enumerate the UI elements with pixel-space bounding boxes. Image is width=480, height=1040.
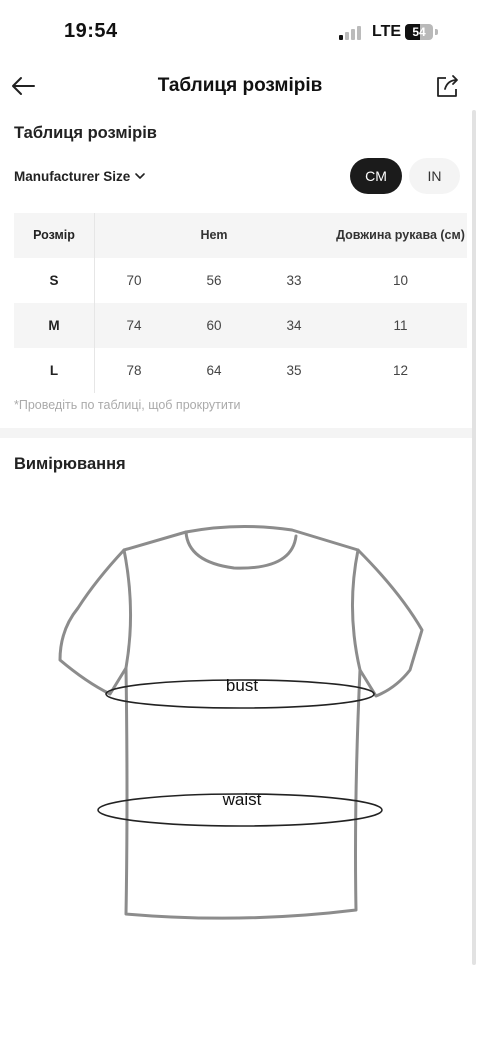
scrollbar[interactable] [472, 110, 476, 965]
scroll-hint: *Проведіть по таблиці, щоб прокрутити [14, 398, 241, 412]
share-button[interactable] [432, 70, 464, 102]
row-size-label: M [48, 318, 60, 333]
measurements-title: Вимірювання [14, 455, 126, 473]
column-header-sleeve: Довжина рукава (см) [336, 228, 465, 242]
table-cell: 34 [286, 318, 302, 333]
column-header-hem: Hem [200, 228, 228, 242]
table-cell: 64 [206, 363, 222, 378]
status-bar [0, 0, 480, 62]
share-icon [432, 70, 464, 102]
battery-icon [405, 24, 438, 40]
column-divider [94, 213, 95, 393]
bust-label: bust [225, 676, 259, 695]
table-cell: 33 [286, 273, 302, 288]
status-time: 19:54 [64, 20, 118, 42]
unit-in-button[interactable]: IN [409, 158, 460, 194]
table-row [14, 348, 467, 393]
row-size-label: L [49, 363, 59, 378]
section-divider [0, 428, 472, 438]
table-cell: 74 [126, 318, 142, 333]
table-cell: 70 [126, 273, 142, 288]
app-header [0, 62, 480, 110]
table-cell: 35 [286, 363, 302, 378]
signal-icon [339, 26, 363, 40]
table-cell: 12 [392, 363, 409, 378]
manufacturer-size-select[interactable] [14, 165, 146, 187]
unit-cm-button[interactable]: CM [350, 158, 402, 194]
table-row [14, 303, 467, 348]
size-chart-title: Таблиця розмірів [14, 124, 157, 142]
table-header-row [14, 213, 467, 258]
table-cell: 56 [206, 273, 222, 288]
table-cell: 10 [392, 273, 409, 288]
column-header-size: Розмір [33, 228, 75, 242]
tshirt-illustration [48, 500, 436, 940]
waist-label: waist [222, 790, 262, 809]
manufacturer-size-label: Manufacturer Size [14, 168, 131, 184]
tshirt-diagram [48, 500, 436, 940]
chevron-down-icon [134, 170, 146, 182]
table-cell: 60 [206, 318, 222, 333]
network-type: LTE [372, 23, 402, 40]
table-row [14, 258, 467, 303]
battery-level: 54 [412, 25, 426, 39]
page-title: Таблиця розмірів [157, 75, 323, 96]
table-cell: 11 [393, 318, 408, 333]
table-cell: 78 [126, 363, 142, 378]
row-size-label: S [49, 273, 59, 288]
